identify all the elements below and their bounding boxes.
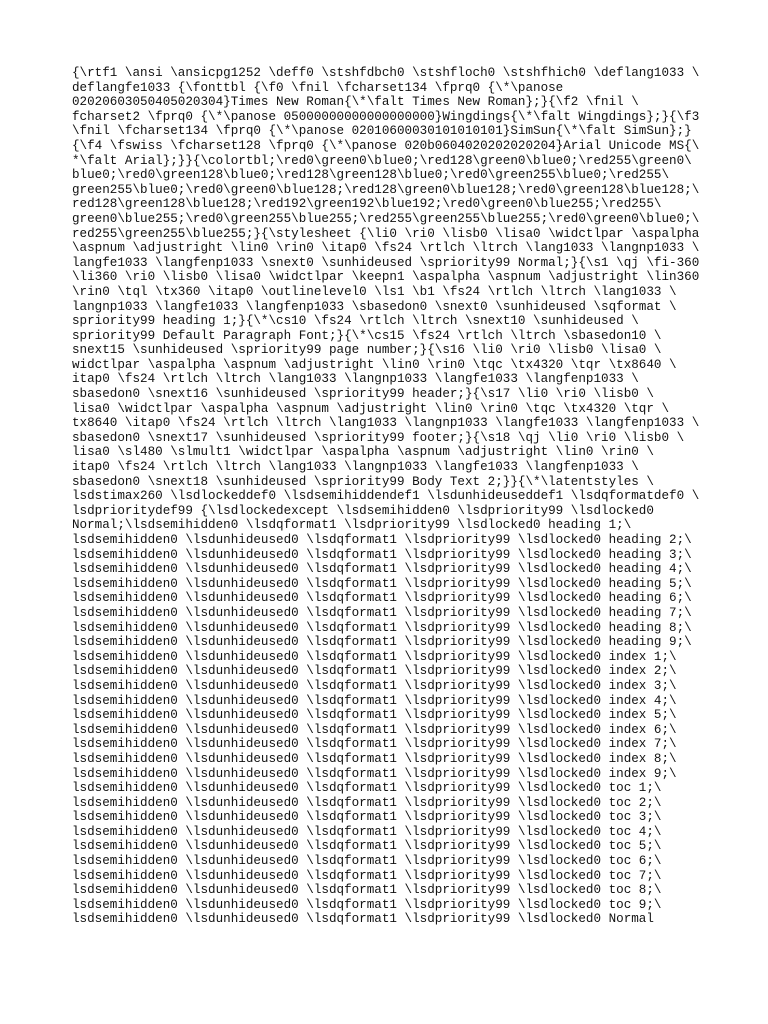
rtf-text-line bbox=[72, 927, 712, 942]
rtf-text-line: \li360 \ri0 \lisb0 \lisa0 \widctlpar \keepn1 \aspalpha \aspnum \adjustright \lin360 bbox=[72, 270, 700, 285]
rtf-text-line: lsdsemihidden0 \lsdunhideused0 \lsdqformat1 \lsdpriority99 \lsdlocked0 toc 9;\ bbox=[72, 897, 662, 912]
rtf-text-line: red128\green128\blue128;\red192\green192\blue192;\red0\green0\blue255;\red255\ bbox=[72, 197, 662, 212]
rtf-text-line: lsdprioritydef99 {\lsdlockedexcept \lsdsemihidden0 \lsdpriority99 \lsdlocked0 bbox=[72, 503, 654, 518]
rtf-text-line: green0\blue255;\red0\green255\blue255;\red255\green255\blue255;\red0\green0\blue0;\ bbox=[72, 211, 700, 226]
rtf-text-line: lsdsemihidden0 \lsdunhideused0 \lsdqformat1 \lsdpriority99 \lsdlocked0 index 4;\ bbox=[72, 693, 677, 708]
rtf-text-line: langnp1033 \langfe1033 \langfenp1033 \sbasedon0 \snext0 \sunhideused \sqformat \ bbox=[72, 299, 677, 314]
rtf-text-line: lsdsemihidden0 \lsdunhideused0 \lsdqformat1 \lsdpriority99 \lsdlocked0 toc 7;\ bbox=[72, 868, 662, 883]
rtf-text-line: lsdsemihidden0 \lsdunhideused0 \lsdqformat1 \lsdpriority99 \lsdlocked0 heading 4;\ bbox=[72, 562, 692, 577]
rtf-text-line: lsdsemihidden0 \lsdunhideused0 \lsdqformat1 \lsdpriority99 \lsdlocked0 toc 8;\ bbox=[72, 883, 662, 898]
rtf-text-line: green255\blue0;\red0\green0\blue128;\red128\green0\blue128;\red0\green128\blue128;\ bbox=[72, 182, 700, 197]
rtf-text-line: deflangfe1033 {\fonttbl {\f0 \fnil \fcharset134 \fprq0 {\*\panose bbox=[72, 80, 564, 95]
rtf-text-line: Normal;\lsdsemihidden0 \lsdqformat1 \lsdpriority99 \lsdlocked0 heading 1;\ bbox=[72, 518, 632, 533]
rtf-text-line: \aspnum \adjustright \lin0 \rin0 \itap0 \fs24 \rtlch \ltrch \lang1033 \langnp1033 \ bbox=[72, 241, 700, 256]
rtf-text-line: lsdsemihidden0 \lsdunhideused0 \lsdqformat1 \lsdpriority99 \lsdlocked0 heading 5;\ bbox=[72, 576, 692, 591]
rtf-text-line: lsdsemihidden0 \lsdunhideused0 \lsdqformat1 \lsdpriority99 \lsdlocked0 heading 6;\ bbox=[72, 591, 692, 606]
rtf-text-line: lsdsemihidden0 \lsdunhideused0 \lsdqformat1 \lsdpriority99 \lsdlocked0 toc 5;\ bbox=[72, 839, 662, 854]
rtf-text-line: itap0 \fs24 \rtlch \ltrch \lang1033 \langnp1033 \langfe1033 \langfenp1033 \ bbox=[72, 372, 639, 387]
rtf-text-line: sbasedon0 \snext17 \sunhideused \spriority99 footer;}{\s18 \qj \li0 \ri0 \lisb0 \ bbox=[72, 430, 685, 445]
rtf-text-line: lsdsemihidden0 \lsdunhideused0 \lsdqformat1 \lsdpriority99 \lsdlocked0 heading 7;\ bbox=[72, 605, 692, 620]
rtf-text-line: lsdsemihidden0 \lsdunhideused0 \lsdqformat1 \lsdpriority99 \lsdlocked0 toc 1;\ bbox=[72, 781, 662, 796]
rtf-text-line: sbasedon0 \snext16 \sunhideused \spriority99 header;}{\s17 \li0 \ri0 \lisb0 \ bbox=[72, 387, 654, 402]
rtf-text-line: *\falt Arial};}}{\colortbl;\red0\green0\blue0;\red128\green0\blue0;\red255\green0\ bbox=[72, 153, 692, 168]
rtf-text-line: lsdsemihidden0 \lsdunhideused0 \lsdqformat1 \lsdpriority99 \lsdlocked0 index 7;\ bbox=[72, 737, 677, 752]
rtf-text-line: langfe1033 \langfenp1033 \snext0 \sunhideused \spriority99 Normal;}{\s1 \qj \fi-360 bbox=[72, 255, 700, 270]
rtf-text-line: \rin0 \tql \tx360 \itap0 \outlinelevel0 \ls1 \b1 \fs24 \rtlch \ltrch \lang1033 \ bbox=[72, 284, 677, 299]
rtf-text-line: spriority99 Default Paragraph Font;}{\*\cs15 \fs24 \rtlch \ltrch \sbasedon10 \ bbox=[72, 328, 662, 343]
rtf-text-line: tx8640 \itap0 \fs24 \rtlch \ltrch \lang1033 \langnp1033 \langfe1033 \langfenp1033 \ bbox=[72, 416, 700, 431]
rtf-text-line: {\f4 \fswiss \fcharset128 \fprq0 {\*\panose 020b0604020202020204}Arial Unicode MS{\ bbox=[72, 138, 700, 153]
rtf-text-line: lsdsemihidden0 \lsdunhideused0 \lsdqformat1 \lsdpriority99 \lsdlocked0 heading 9;\ bbox=[72, 635, 692, 650]
rtf-text-line: lsdsemihidden0 \lsdunhideused0 \lsdqformat1 \lsdpriority99 \lsdlocked0 index 5;\ bbox=[72, 708, 677, 723]
rtf-text-line: snext15 \sunhideused \spriority99 page number;}{\s16 \li0 \ri0 \lisb0 \lisa0 \ bbox=[72, 343, 662, 358]
rtf-text-line: lsdsemihidden0 \lsdunhideused0 \lsdqformat1 \lsdpriority99 \lsdlocked0 index 3;\ bbox=[72, 678, 677, 693]
rtf-text-line: lsdsemihidden0 \lsdunhideused0 \lsdqformat1 \lsdpriority99 \lsdlocked0 toc 3;\ bbox=[72, 810, 662, 825]
rtf-text-line: sbasedon0 \snext18 \sunhideused \spriority99 Body Text 2;}}{\*\latentstyles \ bbox=[72, 474, 654, 489]
rtf-text-line: lsdsemihidden0 \lsdunhideused0 \lsdqformat1 \lsdpriority99 \lsdlocked0 heading 8;\ bbox=[72, 620, 692, 635]
rtf-text-line: lisa0 \widctlpar \aspalpha \aspnum \adjustright \lin0 \rin0 \tqc \tx4320 \tqr \ bbox=[72, 401, 670, 416]
rtf-text-line: lsdsemihidden0 \lsdunhideused0 \lsdqformat1 \lsdpriority99 \lsdlocked0 heading 3;\ bbox=[72, 547, 692, 562]
rtf-text-line: blue0;\red0\green128\blue0;\red128\green128\blue0;\red0\green255\blue0;\red255\ bbox=[72, 168, 670, 183]
rtf-text-line: lsdsemihidden0 \lsdunhideused0 \lsdqformat1 \lsdpriority99 \lsdlocked0 index 9;\ bbox=[72, 766, 677, 781]
rtf-text-line: lsdsemihidden0 \lsdunhideused0 \lsdqformat1 \lsdpriority99 \lsdlocked0 toc 6;\ bbox=[72, 854, 662, 869]
rtf-text-line: 02020603050405020304}Times New Roman{\*\falt Times New Roman};}{\f2 \fnil \ bbox=[72, 95, 639, 110]
rtf-text-line: \fnil \fcharset134 \fprq0 {\*\panose 02010600030101010101}SimSun{\*\falt SimSun};} bbox=[72, 124, 692, 139]
rtf-text-line: lsdsemihidden0 \lsdunhideused0 \lsdqformat1 \lsdpriority99 \lsdlocked0 index 2;\ bbox=[72, 664, 677, 679]
document-page bbox=[72, 66, 712, 942]
rtf-text-line: widctlpar \aspalpha \aspnum \adjustright \lin0 \rin0 \tqc \tx4320 \tqr \tx8640 \ bbox=[72, 357, 677, 372]
rtf-text-line: lsdsemihidden0 \lsdunhideused0 \lsdqformat1 \lsdpriority99 \lsdlocked0 index 1;\ bbox=[72, 649, 677, 664]
rtf-text-line: lsdsemihidden0 \lsdunhideused0 \lsdqformat1 \lsdpriority99 \lsdlocked0 index 6;\ bbox=[72, 722, 677, 737]
rtf-text-line: spriority99 heading 1;}{\*\cs10 \fs24 \rtlch \ltrch \snext10 \sunhideused \ bbox=[72, 314, 639, 329]
rtf-text-line: lisa0 \sl480 \slmult1 \widctlpar \aspalpha \aspnum \adjustright \lin0 \rin0 \ bbox=[72, 445, 654, 460]
rtf-text-line: lsdsemihidden0 \lsdunhideused0 \lsdqformat1 \lsdpriority99 \lsdlocked0 toc 4;\ bbox=[72, 824, 662, 839]
rtf-text-line: lsdsemihidden0 \lsdunhideused0 \lsdqformat1 \lsdpriority99 \lsdlocked0 heading 2;\ bbox=[72, 533, 692, 547]
rtf-text-line: red255\green255\blue255;}{\stylesheet {\li0 \ri0 \lisb0 \lisa0 \widctlpar \aspalpha bbox=[72, 226, 700, 241]
rtf-text-line: lsdstimax260 \lsdlockeddef0 \lsdsemihiddendef1 \lsdunhideuseddef1 \lsdqformatdef0 \ bbox=[72, 489, 700, 504]
rtf-text-line: lsdsemihidden0 \lsdunhideused0 \lsdqformat1 \lsdpriority99 \lsdlocked0 Normal bbox=[72, 912, 654, 927]
rtf-text-line: {\rtf1 \ansi \ansicpg1252 \deff0 \stshfdbch0 \stshfloch0 \stshfhich0 \deflang1033 \ bbox=[72, 66, 700, 80]
rtf-text-line: fcharset2 \fprq0 {\*\panose 05000000000000000000}Wingdings{\*\falt Wingdings};}{\f3 bbox=[72, 109, 700, 124]
rtf-text-line: itap0 \fs24 \rtlch \ltrch \lang1033 \langnp1033 \langfe1033 \langfenp1033 \ bbox=[72, 460, 639, 475]
rtf-text-line: lsdsemihidden0 \lsdunhideused0 \lsdqformat1 \lsdpriority99 \lsdlocked0 toc 2;\ bbox=[72, 795, 662, 810]
rtf-text-line: lsdsemihidden0 \lsdunhideused0 \lsdqformat1 \lsdpriority99 \lsdlocked0 index 8;\ bbox=[72, 751, 677, 766]
